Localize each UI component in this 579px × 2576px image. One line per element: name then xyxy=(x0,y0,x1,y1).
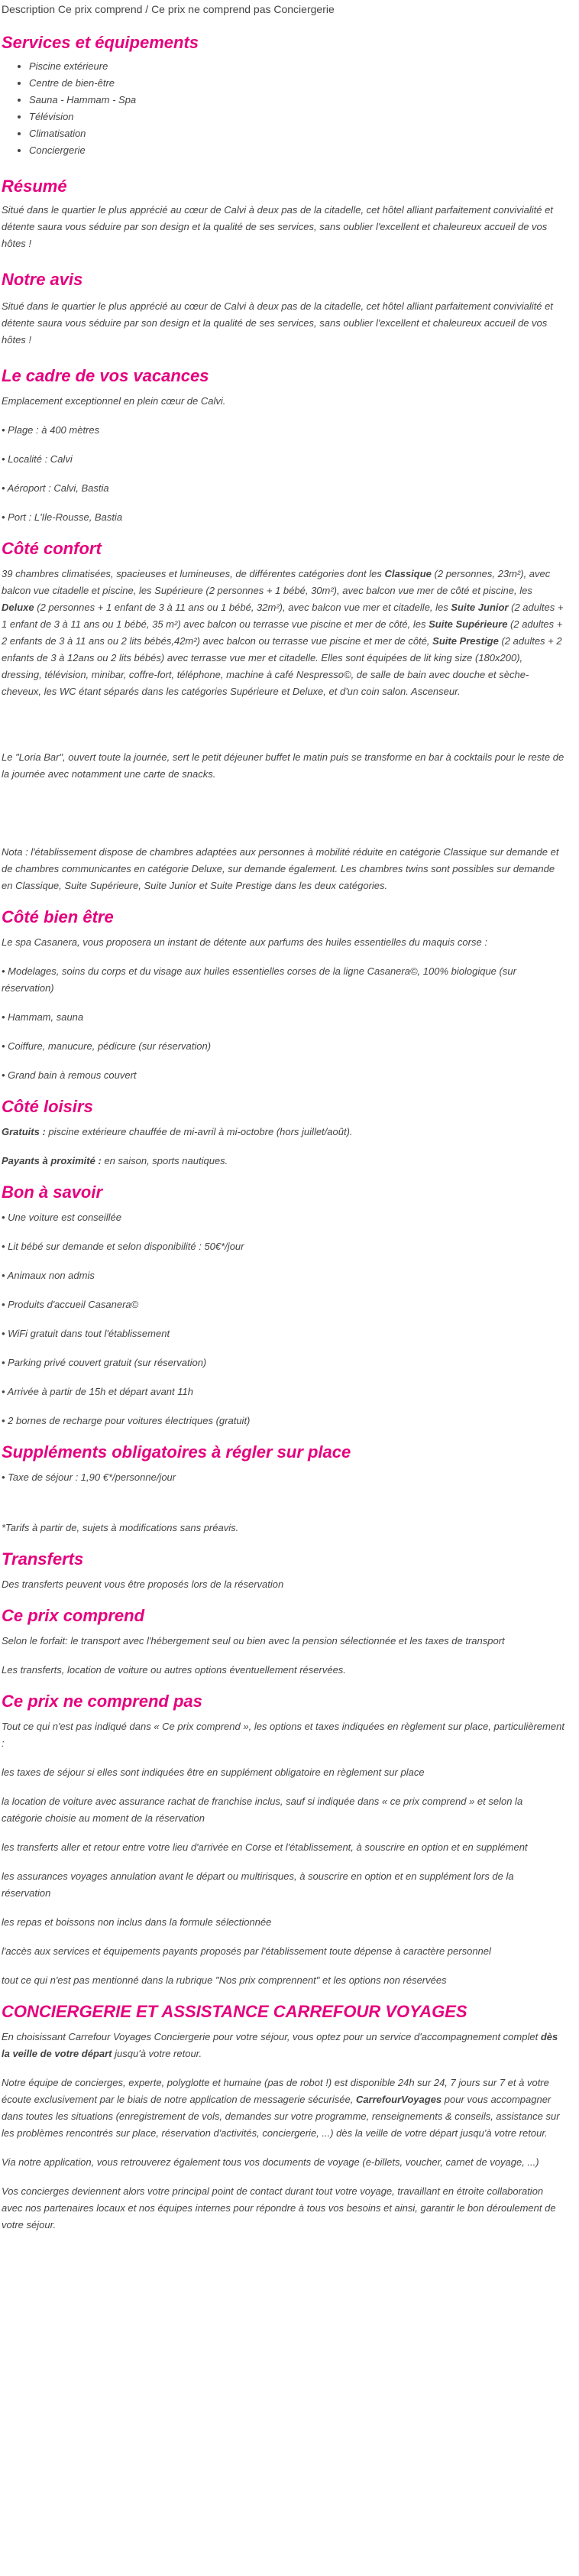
loisirs-heading: Côté loisirs xyxy=(2,1097,93,1116)
necomprend-line: la location de voiture avec assurance rachat de franchise inclus, sauf si indiquée dans « ce prix comprend » et selon la catégorie choisie au moment de la réservation xyxy=(2,1796,523,1824)
savoir-line: • Produits d'accueil Casanera© xyxy=(2,1299,139,1310)
supplements-heading: Suppléments obligatoires à régler sur place xyxy=(2,1442,351,1462)
necomprend-line: Tout ce qui n'est pas indiqué dans « Ce prix comprend », les options et taxes indiquées en règlement sur place, particulièrement : xyxy=(2,1721,564,1749)
necomprend-line: les repas et boissons non inclus dans la formule sélectionnée xyxy=(2,1916,272,1928)
loisirs-paid-text: Payants à proximité : en saison, sports nautiques. xyxy=(2,1155,228,1166)
bienetre-line: • Grand bain à remous couvert xyxy=(2,1069,137,1081)
loisirs-free-text: Gratuits : piscine extérieure chauffée de mi-avril à mi-octobre (hors juillet/août). xyxy=(2,1126,353,1137)
confort-heading: Côté confort xyxy=(2,539,102,558)
conciergerie-intro: En choisissant Carrefour Voyages Conciergerie pour votre séjour, vous optez pour un service d'accompagnement complet dès la veille de votre départ jusqu'à votre retour. xyxy=(2,2031,558,2059)
necomprend-line: les taxes de séjour si elles sont indiquées être en supplément obligatoire en règlement sur place xyxy=(2,1767,425,1778)
savoir-heading: Bon à savoir xyxy=(2,1183,103,1202)
confort-rooms-text: 39 chambres climatisées, spacieuses et lumineuses, de différentes catégories dont les Classique (2 personnes, 23m²), avec balcon vue citadelle et piscine, les Supérieure (2 personnes + 1 bébé, 30m²), avec balcon vue mer de côté et piscine, les Deluxe (2 personnes + 1 enfant de 3 à 11 ans ou 1 bébé, 32m²), avec balcon vue mer et citadelle, les Suite Junior (2 adultes + 1 enfant de 3 à 11 ans ou 1 bébé, 35 m²) avec balcon ou terrasse vue piscine et mer de côté, les Suite Supérieure (2 adultes + 2 enfants de 3 à 11 ans ou 2 lits bébés,42m²) avec balcon ou terrasse vue piscine et mer de côté, Suite Prestige (2 adultes + 2 enfants de 3 à 12ans ou 2 lits bébés) avec terrasse vue mer et citadelle. Elles sont équipées de lit king size (180x200), dressing, télévision, minibar, coffre-fort, téléphone, machine à café Nespresso©, de salle de bain avec douche et sèche-cheveux, les WC étant séparés dans les catégories Supérieure et Deluxe, et d'un coin salon. Ascenseur. xyxy=(2,568,564,697)
savoir-line: • Parking privé couvert gratuit (sur réservation) xyxy=(2,1357,207,1368)
cadre-line: • Plage : à 400 mètres xyxy=(2,424,100,436)
bienetre-line: • Modelages, soins du corps et du visage aux huiles essentielles corses de la ligne Casanera©, 100% biologique (sur réservation) xyxy=(2,965,516,994)
savoir-line: • Arrivée à partir de 15h et départ avant 11h xyxy=(2,1386,193,1397)
necomprend-line: les assurances voyages annulation avant le départ ou multirisques, à souscrire en option et en supplément lors de la réservation xyxy=(2,1870,514,1899)
confort-bar-text: Le "Loria Bar", ouvert toute la journée, sert le petit déjeuner buffet le matin puis se transforme en bar à cocktails pour le reste de la journée avec notamment une carte de snacks. xyxy=(2,751,564,780)
necomprend-heading: Ce prix ne comprend pas xyxy=(2,1692,202,1711)
bienetre-heading: Côté bien être xyxy=(2,907,114,926)
avis-heading: Notre avis xyxy=(2,270,83,289)
savoir-line: • WiFi gratuit dans tout l'établissement xyxy=(2,1328,170,1339)
services-heading: Services et équipements xyxy=(2,33,199,52)
cadre-line: • Aéroport : Calvi, Bastia xyxy=(2,482,109,494)
breadcrumb: Description Ce prix comprend / Ce prix ne comprend pas Conciergerie xyxy=(2,3,335,15)
list-item: • Télévision xyxy=(29,109,565,125)
necomprend-line: tout ce qui n'est pas mentionné dans la rubrique "Nos prix comprennent" et les options non réservées xyxy=(2,1974,447,1986)
comprend-line: Les transferts, location de voiture ou autres options éventuellement réservées. xyxy=(2,1664,346,1676)
conciergerie-contact: Vos concierges deviennent alors votre principal point de contact durant tout votre voyage, travaillant en étroite collaboration avec nos partenaires locaux et nos équipes internes pour répondre à tous vos besoins et ainsi, garantir le bon déroulement de votre séjour. xyxy=(2,2185,556,2230)
services-list xyxy=(2,58,565,159)
savoir-line: • Animaux non admis xyxy=(2,1270,95,1281)
necomprend-line: les transferts aller et retour entre votre lieu d'arrivée en Corse et l'établissement, à souscrire en option et en supplément xyxy=(2,1841,528,1853)
transferts-text: Des transferts peuvent vous être proposés lors de la réservation xyxy=(2,1578,284,1590)
savoir-line: • Une voiture est conseillée xyxy=(2,1212,122,1223)
list-item: • Sauna - Hammam - Spa xyxy=(29,92,565,109)
conciergerie-app: Via notre application, vous retrouverez également tous vos documents de voyage (e-billets, voucher, carnet de voyage, ...) xyxy=(2,2156,539,2168)
bienetre-line: Le spa Casanera, vous proposera un instant de détente aux parfums des huiles essentielles du maquis corse : xyxy=(2,936,487,948)
list-item: • Centre de bien-être xyxy=(29,75,565,92)
bienetre-line: • Hammam, sauna xyxy=(2,1011,84,1023)
necomprend-line: l'accès aux services et équipements payants proposés par l'établissement toute dépense à caractère personnel xyxy=(2,1945,491,1957)
list-item: • Climatisation xyxy=(29,125,565,142)
page-content xyxy=(0,2,573,2234)
resume-text: Situé dans le quartier le plus apprécié au cœur de Calvi à deux pas de la citadelle, cet hôtel alliant parfaitement convivialité et détente saura vous séduire par son design et la qualité de ses services, sans oublier l'excellent et chaleureux accueil de vos hôtes ! xyxy=(2,204,553,249)
cadre-line: • Localité : Calvi xyxy=(2,453,73,465)
comprend-line: Selon le forfait: le transport avec l'hébergement seul ou bien avec la pension sélectionnée et les taxes de transport xyxy=(2,1635,505,1646)
list-item: • Piscine extérieure xyxy=(29,58,565,75)
savoir-line: • 2 bornes de recharge pour voitures électriques (gratuit) xyxy=(2,1415,251,1426)
conciergerie-heading: CONCIERGERIE ET ASSISTANCE CARREFOUR VOYAGES xyxy=(2,2002,467,2021)
confort-nota-text: Nota : l'établissement dispose de chambres adaptées aux personnes à mobilité réduite en catégorie Classique sur demande et de chambres communicantes en catégorie Deluxe, sur demande également. Les chambres twins sont possibles sur demande en Classique, Suite Supérieure, Suite Junior et Suite Prestige dans les deux catégories. xyxy=(2,846,559,891)
bienetre-line: • Coiffure, manucure, pédicure (sur réservation) xyxy=(2,1040,212,1052)
comprend-heading: Ce prix comprend xyxy=(2,1606,145,1625)
list-item: • Conciergerie xyxy=(29,142,565,159)
transferts-heading: Transferts xyxy=(2,1549,84,1569)
savoir-line: • Lit bébé sur demande et selon disponibilité : 50€*/jour xyxy=(2,1241,244,1252)
resume-heading: Résumé xyxy=(2,177,67,196)
cadre-line: Emplacement exceptionnel en plein cœur de Calvi. xyxy=(2,395,226,407)
cadre-heading: Le cadre de vos vacances xyxy=(2,366,209,385)
avis-text: Situé dans le quartier le plus apprécié au cœur de Calvi à deux pas de la citadelle, cet hôtel alliant parfaitement convivialité et détente saura vous séduire par son design et la qualité de ses services, sans oublier l'excellent et chaleureux accueil de vos hôtes ! xyxy=(2,300,553,346)
supplements-note: *Tarifs à partir de, sujets à modifications sans préavis. xyxy=(2,1522,239,1533)
cadre-line: • Port : L'Ile-Rousse, Bastia xyxy=(2,511,123,523)
conciergerie-team: Notre équipe de concierges, experte, polyglotte et humaine (pas de robot !) est disponible 24h sur 24, 7 jours sur 7 et à votre écoute exclusivement par le biais de notre application de messagerie sécurisée, CarrefourVoyages pour vous accompagner dans toutes les situations (enregistrement de vols, demandes sur votre programme, renseignements & conseils, assistance sur les problèmes rencontrés sur place, réservation d'activités, conciergerie, ...) dès la veille de votre départ jusqu'à votre retour. xyxy=(2,2077,560,2139)
supplements-tax: • Taxe de séjour : 1,90 €*/personne/jour xyxy=(2,1471,176,1483)
